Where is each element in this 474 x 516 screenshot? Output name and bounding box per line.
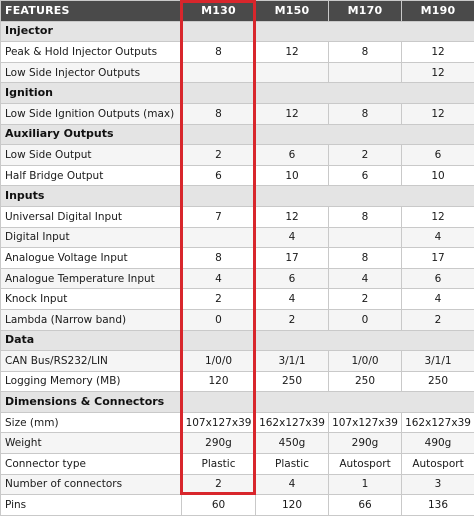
value-cell-m170: 8 [329,42,402,63]
value-cell-m130: 6 [182,165,256,186]
feature-label: Knock Input [1,289,182,310]
value-cell-m130: 0 [182,309,256,330]
value-cell-m190: 17 [402,248,474,269]
value-cell-m190: 12 [402,206,474,227]
value-cell-m170: 8 [329,206,402,227]
feature-label: Analogue Temperature Input [1,268,182,289]
feature-label: CAN Bus/RS232/LIN [1,351,182,372]
value-cell-m190: 136 [402,495,474,516]
value-cell-m150: 3/1/1 [256,351,329,372]
table-row [1,268,474,289]
value-cell-m170: 250 [329,371,402,392]
value-cell-m150: 250 [256,371,329,392]
value-cell-m150: 12 [256,206,329,227]
value-cell-m130 [182,62,256,83]
section-title: Inputs [1,186,474,207]
table-row [1,412,474,433]
value-cell-m150: 6 [256,268,329,289]
value-cell-m150: 17 [256,248,329,269]
table-row [1,454,474,475]
value-cell-m170: 1/0/0 [329,351,402,372]
value-cell-m170: 4 [329,268,402,289]
table-row [1,103,474,124]
value-cell-m150: 10 [256,165,329,186]
value-cell-m130: 7 [182,206,256,227]
feature-label: Pins [1,495,182,516]
table-row [1,495,474,516]
value-cell-m130: 2 [182,145,256,166]
section-row-inputs [1,186,474,207]
value-cell-m190: 6 [402,145,474,166]
value-cell-m130: 120 [182,371,256,392]
model-header-m150: M150 [256,1,329,22]
value-cell-m170: 1 [329,474,402,495]
value-cell-m170: 290g [329,433,402,454]
value-cell-m170: 2 [329,289,402,310]
feature-label: Weight [1,433,182,454]
value-cell-m130: 1/0/0 [182,351,256,372]
feature-label: Size (mm) [1,412,182,433]
section-title: Ignition [1,83,474,104]
value-cell-m170: Autosport [329,454,402,475]
spec-table-body [1,1,474,516]
value-cell-m150: 120 [256,495,329,516]
value-cell-m170: 6 [329,165,402,186]
value-cell-m150: 450g [256,433,329,454]
feature-label: Low Side Output [1,145,182,166]
value-cell-m190: Autosport [402,454,474,475]
value-cell-m190: 3 [402,474,474,495]
value-cell-m190: 12 [402,62,474,83]
value-cell-m130: 2 [182,289,256,310]
value-cell-m170 [329,227,402,248]
table-row [1,227,474,248]
table-row [1,165,474,186]
section-row-ignition [1,83,474,104]
value-cell-m190: 4 [402,289,474,310]
table-row [1,248,474,269]
feature-label: Lambda (Narrow band) [1,309,182,330]
value-cell-m190: 10 [402,165,474,186]
table-row [1,145,474,166]
feature-label: Connector type [1,454,182,475]
value-cell-m190: 12 [402,42,474,63]
value-cell-m190: 12 [402,103,474,124]
value-cell-m170: 2 [329,145,402,166]
features-header: FEATURES [1,1,182,22]
table-row [1,371,474,392]
table-row [1,433,474,454]
table-row [1,474,474,495]
section-title: Data [1,330,474,351]
value-cell-m130: 4 [182,268,256,289]
section-row-auxiliary-outputs [1,124,474,145]
value-cell-m150: 162x127x39 [256,412,329,433]
section-title: Auxiliary Outputs [1,124,474,145]
value-cell-m130: 60 [182,495,256,516]
feature-label: Number of connectors [1,474,182,495]
value-cell-m190: 3/1/1 [402,351,474,372]
value-cell-m190: 6 [402,268,474,289]
value-cell-m130: 8 [182,42,256,63]
table-row [1,42,474,63]
feature-label: Logging Memory (MB) [1,371,182,392]
table-row [1,289,474,310]
section-row-dimensions-connectors [1,392,474,413]
section-title: Dimensions & Connectors [1,392,474,413]
section-title: Injector [1,21,474,42]
table-row [1,351,474,372]
value-cell-m170: 107x127x39 [329,412,402,433]
value-cell-m130 [182,227,256,248]
model-header-m130: M130 [182,1,256,22]
table-row [1,62,474,83]
value-cell-m150: 6 [256,145,329,166]
feature-label: Half Bridge Output [1,165,182,186]
value-cell-m190: 2 [402,309,474,330]
value-cell-m170 [329,62,402,83]
value-cell-m150: 2 [256,309,329,330]
feature-label: Digital Input [1,227,182,248]
table-row [1,206,474,227]
section-row-data [1,330,474,351]
value-cell-m190: 162x127x39 [402,412,474,433]
value-cell-m150: 4 [256,289,329,310]
feature-label: Analogue Voltage Input [1,248,182,269]
value-cell-m150: Plastic [256,454,329,475]
value-cell-m150: 4 [256,227,329,248]
feature-label: Low Side Ignition Outputs (max) [1,103,182,124]
section-row-injector [1,21,474,42]
value-cell-m150: 12 [256,42,329,63]
table-row [1,309,474,330]
value-cell-m130: 8 [182,248,256,269]
model-header-m170: M170 [329,1,402,22]
value-cell-m150: 12 [256,103,329,124]
feature-label: Low Side Injector Outputs [1,62,182,83]
value-cell-m130: 290g [182,433,256,454]
header-row [1,1,474,22]
value-cell-m170: 66 [329,495,402,516]
value-cell-m130: 2 [182,474,256,495]
value-cell-m130: 8 [182,103,256,124]
model-header-m190: M190 [402,1,474,22]
value-cell-m150: 4 [256,474,329,495]
value-cell-m190: 4 [402,227,474,248]
value-cell-m170: 0 [329,309,402,330]
value-cell-m170: 8 [329,103,402,124]
value-cell-m130: Plastic [182,454,256,475]
value-cell-m150 [256,62,329,83]
value-cell-m170: 8 [329,248,402,269]
feature-label: Universal Digital Input [1,206,182,227]
feature-label: Peak & Hold Injector Outputs [1,42,182,63]
value-cell-m190: 490g [402,433,474,454]
value-cell-m130: 107x127x39 [182,412,256,433]
value-cell-m190: 250 [402,371,474,392]
